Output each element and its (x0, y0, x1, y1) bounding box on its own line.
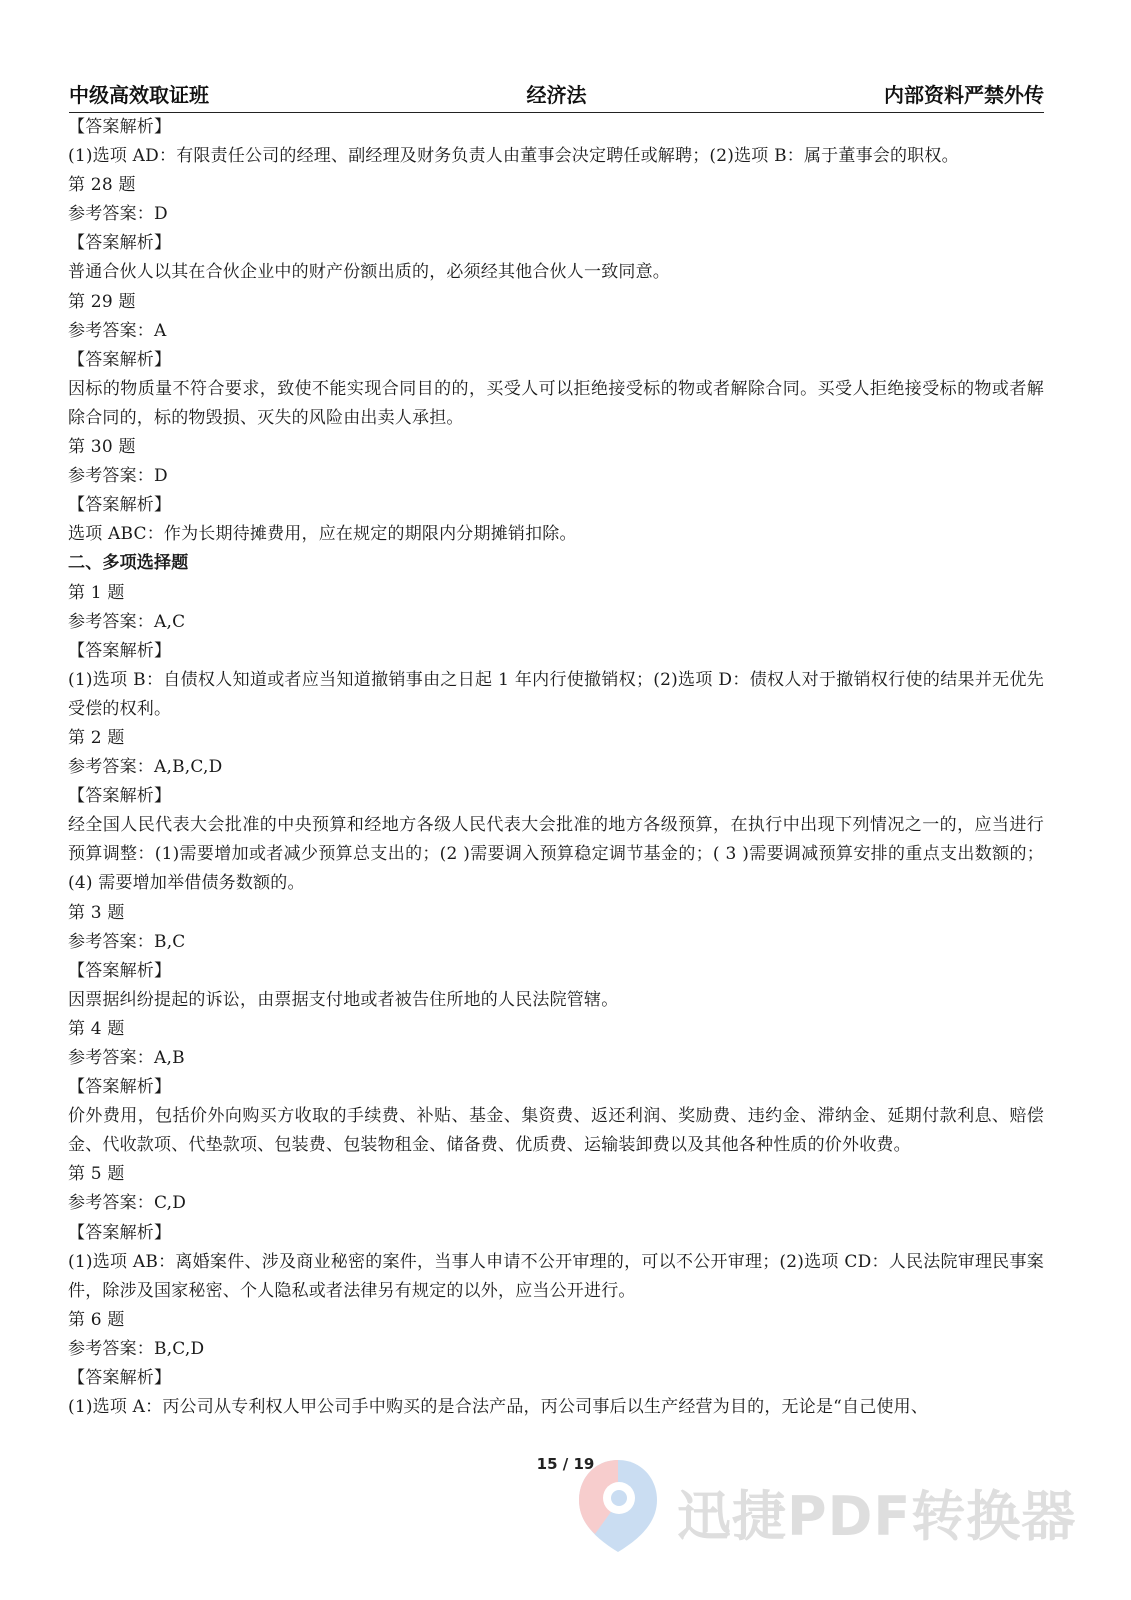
text-line: 经全国人民代表大会批准的中央预算和经地方各级人民代表大会批准的地方各级预算，在执行中出现下列情况之一的，应当进行预算调整：(1)需要增加或者减少预算总支出的；(2 )需要调入预算稳定调节基金的；( 3 )需要调减预算安排的重点支出数额的；(4) 需要增加举借债务数额的。 (68, 815, 1044, 894)
text-line: 第 2 题 (68, 727, 125, 748)
text-line: 【答案解析】 (68, 960, 172, 981)
text-line: 参考答案：A,C (68, 611, 186, 632)
text-line: 第 30 题 (68, 437, 136, 458)
page-number: 15 / 19 (536, 1455, 595, 1473)
text-line: 第 4 题 (68, 1018, 125, 1039)
answer-content (68, 113, 1044, 1422)
xunjie-logo-icon (573, 1452, 663, 1562)
text-line: 参考答案：B,C (68, 931, 186, 952)
text-line: 参考答案：A,B (68, 1048, 185, 1068)
text-line: 【答案解析】 (68, 349, 172, 370)
text-line: 参考答案：A,B,C,D (68, 757, 223, 778)
text-line: 【答案解析】 (68, 117, 172, 137)
text-line: (1)选项 AD：有限责任公司的经理、副经理及财务负责人由董事会决定聘任或解聘；(2)选项 B：属于董事会的职权。 (68, 146, 959, 167)
text-line: 因标的物质量不符合要求，致使不能实现合同目的的，买受人可以拒绝接受标的物或者解除合同。买受人拒绝接受标的物或者解除合同的，标的物毁损、灭失的风险由出卖人承担。 (68, 378, 1044, 428)
text-line: 普通合伙人以其在合伙企业中的财产份额出质的，必须经其他合伙人一致同意。 (68, 262, 670, 283)
text-line: 【答案解析】 (68, 233, 172, 254)
text-line: (1)选项 B：自债权人知道或者应当知道撤销事由之日起 1 年内行使撤销权；(2)选项 D：债权人对于撤销权行使的结果并无优先受偿的权利。 (68, 669, 1044, 719)
text-line: 价外费用，包括价外向购买方收取的手续费、补贴、基金、集资费、返还利润、奖励费、违约金、滞纳金、延期付款利息、赔偿金、代收款项、代垫款项、包装费、包装物租金、储备费、优质费、运输装卸费以及其他各种性质的价外收费。 (68, 1106, 1044, 1156)
text-line: 参考答案：A (68, 320, 167, 341)
text-line: 参考答案：D (68, 204, 168, 225)
text-line: 【答案解析】 (68, 1077, 172, 1098)
text-line: 因票据纠纷提起的诉讼，由票据支付地或者被告住所地的人民法院管辖。 (68, 989, 619, 1010)
text-line: 【答案解析】 (68, 495, 172, 516)
section-heading: 二、多项选择题 (68, 553, 189, 574)
text-line: (1)选项 AB：离婚案件、涉及商业秘密的案件，当事人申请不公开审理的，可以不公开审理；(2)选项 CD：人民法院审理民事案件，除涉及国家秘密、个人隐私或者法律另有规定的以外，应当公开进行。 (68, 1251, 1044, 1301)
text-line: 【答案解析】 (68, 1368, 172, 1389)
header-notice: 内部资料严禁外传 (884, 83, 1044, 107)
watermark-text: 迅捷PDF转换器 (677, 1485, 1077, 1548)
text-line: (1)选项 A：丙公司从专利权人甲公司手中购买的是合法产品，丙公司事后以生产经营为目的，无论是“自己使用、 (68, 1397, 929, 1418)
text-line: 第 28 题 (68, 175, 136, 196)
text-line: 【答案解析】 (68, 1222, 172, 1243)
text-line: 第 3 题 (68, 902, 125, 923)
text-line: 第 5 题 (68, 1164, 125, 1185)
header-title: 经济法 (526, 83, 587, 107)
page-header (69, 82, 1044, 113)
text-line: 第 1 题 (68, 582, 125, 603)
text-line: 选项 ABC：作为长期待摊费用，应在规定的期限内分期摊销扣除。 (68, 524, 577, 545)
text-line: 第 6 题 (68, 1309, 125, 1330)
text-line: 【答案解析】 (68, 786, 172, 807)
text-line: 第 29 题 (68, 291, 136, 312)
text-line: 参考答案：D (68, 466, 168, 487)
text-line: 参考答案：C,D (68, 1193, 187, 1214)
watermark (573, 1452, 1093, 1572)
text-line: 参考答案：B,C,D (68, 1338, 205, 1359)
text-line: 【答案解析】 (68, 640, 172, 661)
header-course: 中级高效取证班 (69, 83, 209, 107)
